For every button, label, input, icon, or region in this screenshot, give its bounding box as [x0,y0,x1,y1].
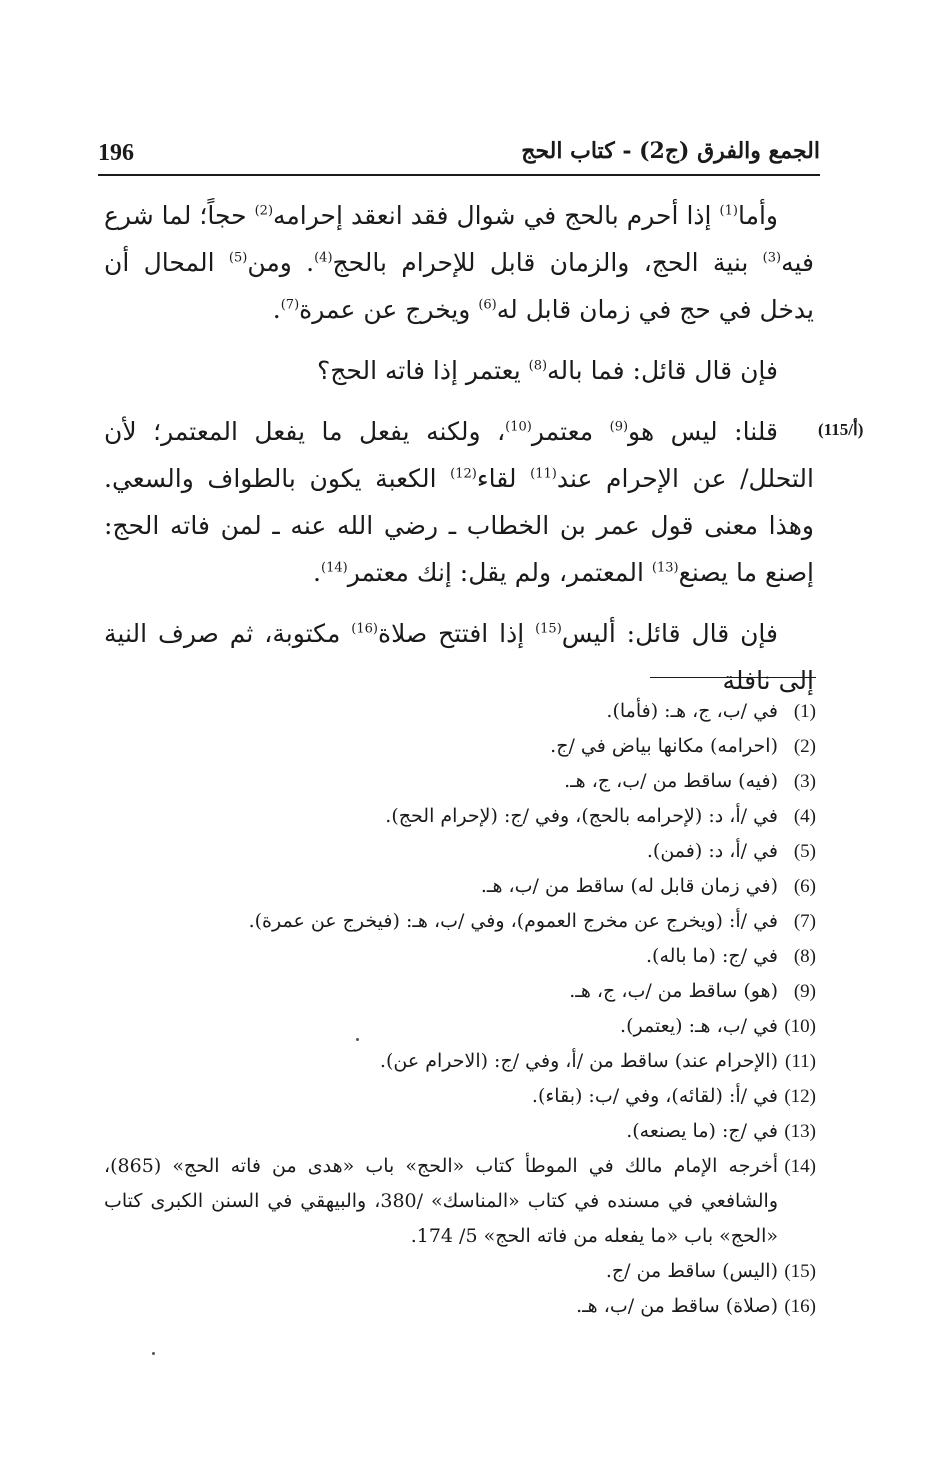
text-run: المعتمر، ولم يقل: إنك معتمر [347,558,652,587]
paragraph [104,192,814,333]
text-run: مكتوبة، ثم صرف النية إلى نافلة [104,619,814,695]
text-run: حجاً؛ لما شرع فيه [104,201,815,277]
footnote-number: (10) [784,1016,816,1037]
footnote-number: (9) [793,981,816,1002]
footnote-number: (8) [793,946,816,967]
footnote-number: (3) [793,771,816,792]
footnote-ref: (13) [651,560,679,576]
paragraph [104,347,814,394]
footnote-ref: (15) [535,621,562,637]
footnote [104,1114,816,1149]
text-run: . [313,558,321,587]
footnote-text: في /ب، هـ: (يعتمر). [620,1015,778,1037]
footnote-number: (7) [793,911,816,932]
text-run: فإن قال قائل: فما باله [547,356,778,385]
text-run: قلنا: ليس هو [628,417,778,446]
text-run: إذا افتتح صلاة [377,619,536,648]
footnote-ref: (14) [320,560,348,576]
text-run: . [272,295,281,324]
footnote-ref: (8) [528,358,548,374]
running-title: الجمع والفرق (ج2) - كتاب الحج [521,138,820,164]
scan-speck [356,1038,359,1041]
footnote-text: في /ج: (ما يصنعه). [626,1120,778,1142]
footnote [104,869,816,904]
text-run: لقاء [476,464,531,493]
footnote-text: (في زمان قابل له) ساقط من /ب، هـ. [480,875,778,897]
footnote [104,974,816,1009]
footnote-ref: (3) [762,250,782,266]
text-run: فإن قال قائل: أليس [561,619,778,648]
footnote-text: في /أ، د: (لإحرامه بالحج)، وفي /ج: (لإحرام الحج). [385,805,778,827]
footnote-number: (6) [793,876,816,897]
text-run: المحال أن يدخل في حج في زمان قابل له [104,248,814,324]
footnote-text: (الإحرام عند) ساقط من /أ، وفي /ج: (الاحرام عن). [379,1050,778,1072]
text-run: الكعبة يكون بالطواف والسعي. وهذا معنى قول عمر بن الخطاب ـ رضي الله عنه ـ لمن فاته الحج: إصنع ما يصنع [104,464,814,587]
footnote [104,764,816,799]
footnote-text: في /أ، د: (فمن). [646,840,778,862]
footnote-text: (هو) ساقط من /ب، ج، هـ. [569,980,778,1002]
footnote-number: (13) [784,1121,816,1142]
footnote-number: (11) [785,1051,816,1072]
footnote-text: في /ج: (ما باله). [646,945,778,967]
footnote-ref: (16) [351,621,378,637]
footnote [104,1149,816,1254]
footnote-number: (1) [793,701,816,722]
text-run: بنية الحج، والزمان قابل للإحرام بالحج [332,248,763,277]
footnote-text: (فيه) ساقط من /ب، ج، هـ. [564,770,778,792]
footnote-text: (صلاة) ساقط من /ب، هـ. [576,1295,778,1317]
footnote [104,1079,816,1114]
footnote-ref: (11) [530,466,557,482]
footnote [104,1009,816,1044]
footnote-number: (4) [793,806,816,827]
footnote-number: (15) [784,1261,816,1282]
text-run: يعتمر إذا فاته الحج؟ [316,356,529,385]
text-run: معتمر [531,417,610,446]
footnotes [104,694,816,1324]
scan-speck [152,1352,155,1355]
footnote [104,729,816,764]
footnote [104,1289,816,1324]
footnote-text: في /أ: (ويخرج عن مخرج العموم)، وفي /ب، هـ: (فيخرج عن عمرة). [248,910,778,932]
footnote [104,1044,816,1079]
footnote-text: (احرامه) مكانها بياض في /ج. [550,735,778,757]
footnote [104,1254,816,1289]
footnote-text: في /أ: (لقائه)، وفي /ب: (بقاء). [531,1085,778,1107]
footnote-number: (14) [784,1156,816,1177]
footnote-number: (12) [784,1086,816,1107]
paragraph [104,408,814,596]
footnote-divider [650,677,816,678]
footnote-ref: (2) [254,203,274,219]
footnote [104,939,816,974]
footnote-ref: (9) [609,419,629,435]
text-run: ويخرج عن عمرة [299,295,479,324]
footnote-text: (اليس) ساقط من /ج. [605,1260,778,1282]
footnote [104,904,816,939]
footnote-number: (16) [784,1296,816,1317]
text-run: إذا أحرم بالحج في شوال فقد انعقد إحرامه [273,201,720,230]
footnote-number: (2) [793,736,816,757]
footnote-ref: (4) [314,250,333,266]
page-header [98,128,820,176]
footnote [104,834,816,869]
footnote-ref: (7) [280,297,300,313]
main-text [104,192,814,704]
text-run: . ومن [247,248,315,277]
footnote [104,799,816,834]
paragraph [104,610,814,704]
footnote-number: (5) [793,841,816,862]
page-number: 196 [98,140,134,166]
marginal-manuscript-ref: (115/أ) [818,420,864,439]
footnote-text: أخرجه الإمام مالك في الموطأ كتاب «الحج» باب «هدى من فاته الحج» (865)، والشافعي في مسنده في كتاب «المناسك» /380، والبيهقي في السنن الكبرى كتاب «الحج» باب «ما يفعله من فاته الحج» 5/ 174. [104,1155,779,1247]
footnote [104,694,816,729]
footnote-ref: (6) [478,297,497,313]
text-run: وأما [737,201,778,230]
footnote-ref: (12) [450,466,477,482]
footnote-text: في /ب، ج، هـ: (فأما). [606,700,778,722]
footnote-ref: (1) [719,203,738,219]
footnote-ref: (5) [228,250,248,266]
text-run: ، ولكنه يفعل ما يفعل المعتمر؛ لأن التحلل/ عن الإحرام عند [104,417,814,493]
footnote-ref: (10) [505,419,532,435]
